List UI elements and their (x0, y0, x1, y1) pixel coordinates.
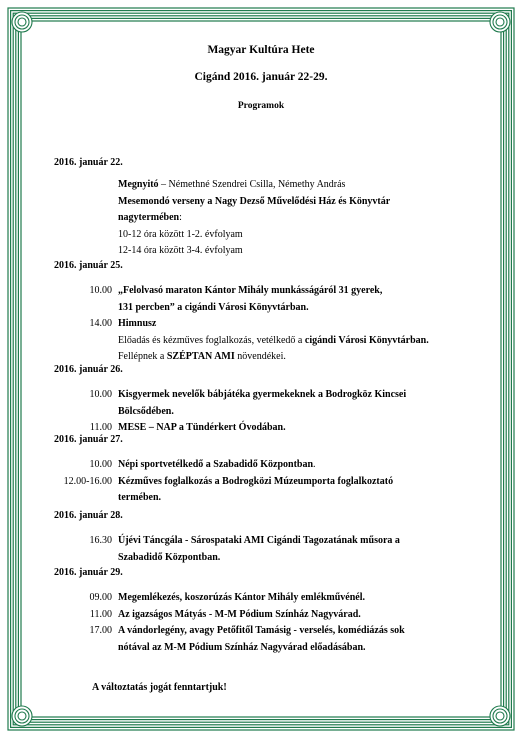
event-bold-text: 131 percben” a cigándi Városi Könyvtárban. (118, 301, 309, 313)
day-heading: 2016. január 25. (54, 260, 123, 271)
event-bold-text: Újévi Táncgála - Sárospataki AMI Cigándi Tagozatának műsora a (118, 535, 400, 546)
event-bold-text: Bölcsődében. (118, 405, 174, 417)
event-line (118, 404, 174, 420)
event-line (118, 349, 286, 365)
event-bold-text: Megemlékezés, koszorúzás Kántor Mihály emlékművénél. (118, 592, 365, 603)
event-bold-text: Himnusz (118, 318, 157, 329)
event-time: 14.00 (89, 318, 112, 329)
event-time: 11.00 (89, 422, 112, 433)
event-bold-text: Az igazságos Mátyás - M-M Pódium Színház Nagyvárad. (118, 608, 361, 620)
event-bold-text: MESE – NAP a Tündérkert Óvodában. (118, 422, 286, 433)
event-text: 12-14 óra között 3-4. évfolyam (118, 245, 243, 256)
event-line (118, 177, 345, 193)
event-text: – Némethné Szendrei Csilla, Némethy András (158, 179, 346, 190)
event-time: 10.00 (89, 285, 112, 296)
event-time: 12.00-16.00 (63, 475, 112, 487)
event-bold-text: Mesemondó verseny a Nagy Dezső Művelődési Ház és Könyvtár (118, 195, 391, 207)
event-bold-text: nótával az M-M Pódium Színház Nagyvárad előadásában. (118, 641, 366, 653)
event-line (118, 490, 161, 506)
event-line (118, 590, 365, 606)
event-line (118, 533, 400, 549)
document-title: Magyar Kultúra Hete (207, 44, 315, 56)
event-bold-text: Kézműves foglalkozás a Bodrogközi Múzeumporta foglalkoztató (118, 475, 394, 487)
event-line (118, 474, 393, 490)
event-bold-text: „Felolvasó maraton Kántor Mihály munkásságáról 31 gyerek, (118, 285, 383, 296)
event-time: 11.00 (89, 608, 112, 620)
event-line (118, 640, 366, 656)
event-line (118, 194, 390, 210)
event-line (118, 316, 156, 332)
event-text: 10-12 óra között 1-2. évfolyam (118, 228, 243, 240)
day-heading: 2016. január 29. (54, 567, 123, 578)
event-line (118, 300, 309, 316)
event-line (118, 457, 316, 473)
event-line (118, 210, 182, 226)
day-heading: 2016. január 27. (54, 434, 123, 445)
event-time: 17.00 (89, 625, 112, 636)
event-line (118, 420, 286, 436)
event-bold-text: Kisgyermek nevelők bábjátéka gyermekeknek a Bodrogköz Kincsei (118, 389, 407, 400)
event-bold-text: cigándi Városi Könyvtárban. (304, 334, 429, 346)
event-line (118, 387, 406, 403)
event-bold-text: nagytermében (118, 212, 180, 223)
event-bold-text: SZÉPTAN AMI (166, 351, 235, 362)
event-text: Fellépnek a (118, 351, 167, 362)
event-line (118, 227, 243, 243)
event-line (118, 623, 405, 639)
event-line (118, 333, 429, 349)
event-time: 16.30 (89, 535, 112, 546)
event-text: : (179, 212, 182, 223)
event-text: . (313, 459, 316, 470)
event-time: 10.00 (89, 459, 112, 470)
event-bold-text: Szabadidő Központban. (118, 551, 221, 563)
footer-note: A változtatás jogát fenntartjuk! (92, 682, 227, 693)
day-heading: 2016. január 22. (54, 157, 123, 168)
event-line (118, 243, 243, 259)
event-bold-text: termében. (118, 492, 162, 503)
event-time: 09.00 (89, 592, 112, 603)
day-heading: 2016. január 26. (54, 364, 123, 375)
event-time: 10.00 (89, 389, 112, 400)
event-bold-text: A vándorlegény, avagy Petőfitől Tamásig - verselés, komédiázás sok (118, 625, 405, 636)
document-subtitle: Cigánd 2016. január 22-29. (194, 71, 328, 83)
event-line (118, 550, 220, 566)
event-bold-text: Népi sportvetélkedő a Szabadidő Központban (118, 459, 314, 470)
event-bold-text: Megnyitó (118, 179, 159, 190)
event-line (118, 283, 382, 299)
event-line (118, 607, 361, 623)
event-text: Előadás és kézműves foglalkozás, vetélkedő a (118, 334, 305, 346)
section-heading: Programok (237, 101, 285, 111)
day-heading: 2016. január 28. (54, 510, 123, 521)
event-text: növendékei. (234, 351, 286, 362)
